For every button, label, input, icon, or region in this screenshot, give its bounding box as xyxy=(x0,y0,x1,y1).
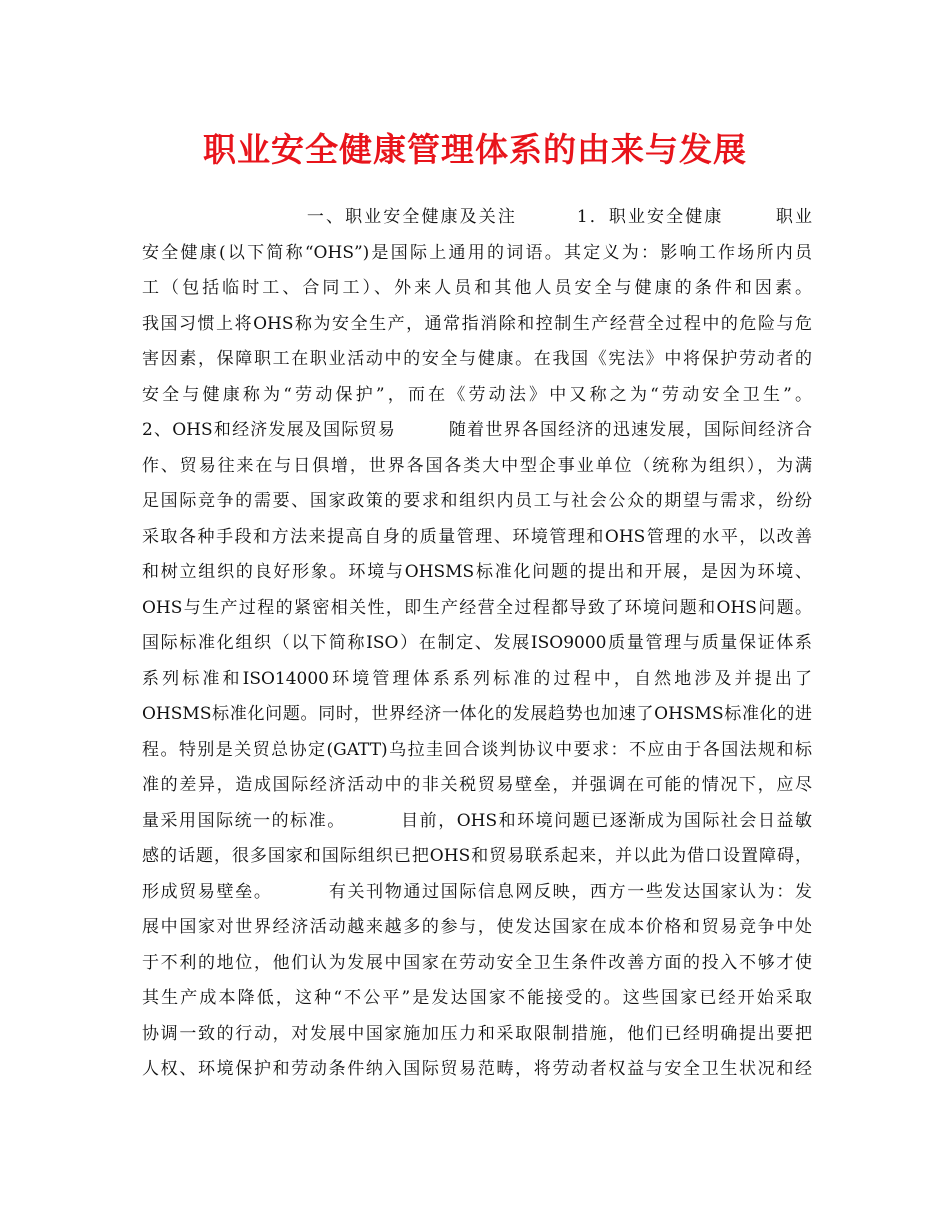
body-line: 国际标准化组织（以下简称ISO）在制定、发展ISO9000质量管理与质量保证体系 xyxy=(142,633,812,653)
document-title: 职业安全健康管理体系的由来与发展 xyxy=(203,130,747,169)
body-line: 于不利的地位，他们认为发展中国家在劳动安全卫生条件改善方面的投入不够才使 xyxy=(142,952,812,973)
body-line: 安全与健康称为“劳动保护”，而在《劳动法》中又称之为“劳动安全卫生”。 xyxy=(142,384,812,405)
body-line: 系列标准和ISO14000环境管理体系系列标准的过程中，自然地涉及并提出了 xyxy=(142,668,812,689)
body-line: 足国际竞争的需要、国家政策的要求和组织内员工与社会公众的期望与需求，纷纷 xyxy=(142,491,812,511)
body-line: 程。特别是关贸总协定(GATT)乌拉圭回合谈判协议中要求：不应由于各国法规和标 xyxy=(142,739,812,760)
body-line: 作、贸易往来在与日俱增，世界各国各类大中型企事业单位（统称为组织），为满 xyxy=(142,455,812,476)
body-line: OHS与生产过程的紧密相关性，即生产经营全过程都导致了环境问题和OHS问题。 xyxy=(142,597,812,618)
body-line: 其生产成本降低，这种“不公平”是发达国家不能接受的。这些国家已经开始采取 xyxy=(142,988,812,1008)
body-line: 协调一致的行动，对发展中国家施加压力和采取限制措施，他们已经明确提出要把 xyxy=(142,1023,812,1044)
body-line: 工（包括临时工、合同工）、外来人员和其他人员安全与健康的条件和因素。 xyxy=(142,278,812,298)
document-body xyxy=(142,200,812,1088)
body-line: 我国习惯上将OHS称为安全生产，通常指消除和控制生产经营全过程中的危险与危 xyxy=(142,313,812,334)
body-line: OHSMS标准化问题。同时，世界经济一体化的发展趋势也加速了OHSMS标准化的进 xyxy=(142,704,812,724)
body-line: 感的话题，很多国家和国际组织已把OHS和贸易联系起来，并以此为借口设置障碍， xyxy=(142,846,812,866)
body-line: 和树立组织的良好形象。环境与OHSMS标准化问题的提出和开展，是因为环境、 xyxy=(142,562,812,582)
body-line: 2、OHS和经济发展及国际贸易 随着世界各国经济的迅速发展，国际间经济合 xyxy=(142,420,812,440)
body-line: 害因素，保障职工在职业活动中的安全与健康。在我国《宪法》中将保护劳动者的 xyxy=(142,349,812,369)
body-line: 形成贸易壁垒。 有关刊物通过国际信息网反映，西方一些发达国家认为：发 xyxy=(142,881,812,902)
body-line: 安全健康(以下简称“OHS”)是国际上通用的词语。其定义为：影响工作场所内员 xyxy=(142,242,812,263)
body-line: 展中国家对世界经济活动越来越多的参与，使发达国家在成本价格和贸易竞争中处 xyxy=(142,917,812,937)
body-line: 采取各种手段和方法来提高自身的质量管理、环境管理和OHS管理的水平，以改善 xyxy=(142,526,812,547)
body-line: 量采用国际统一的标准。 目前，OHS和环境问题已逐渐成为国际社会日益敏 xyxy=(142,810,812,831)
body-line: 一、职业安全健康及关注 1．职业安全健康 职业 xyxy=(142,207,812,227)
body-line: 人权、环境保护和劳动条件纳入国际贸易范畴，将劳动者权益与安全卫生状况和经 xyxy=(142,1059,812,1079)
body-line: 准的差异，造成国际经济活动中的非关税贸易壁垒，并强调在可能的情况下，应尽 xyxy=(142,775,812,795)
